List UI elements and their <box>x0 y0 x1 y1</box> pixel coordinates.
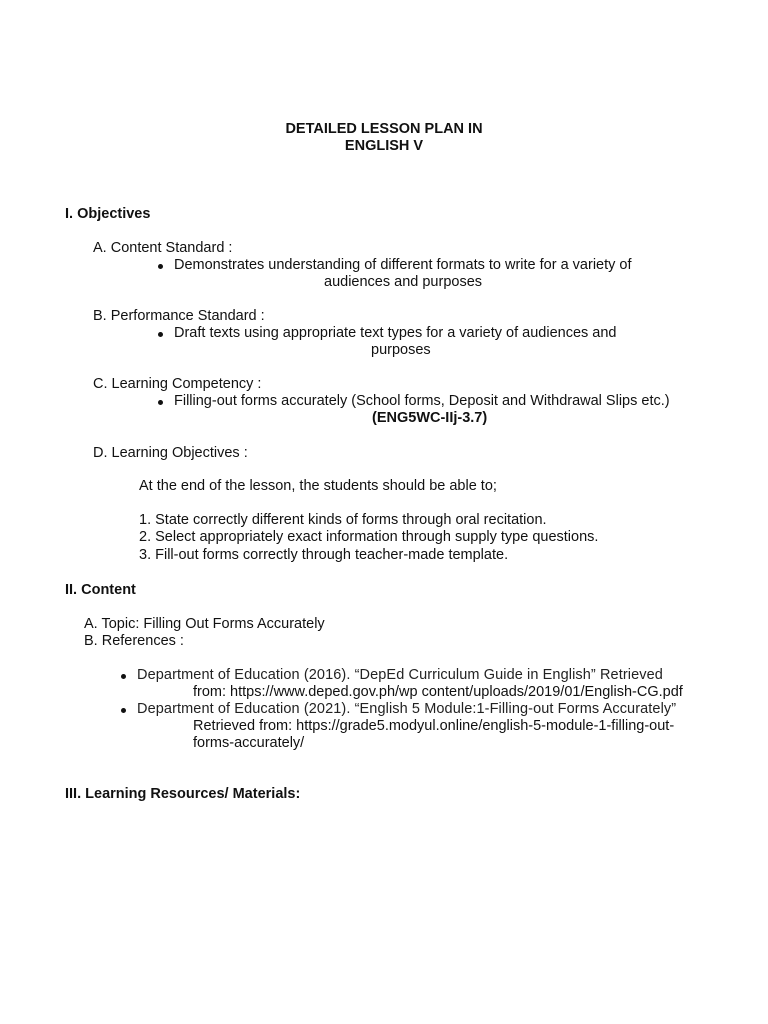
document-title-line1: DETAILED LESSON PLAN IN <box>285 121 483 137</box>
section-heading-learning-resources: III. Learning Resources/ Materials: <box>65 786 301 802</box>
learning-objectives-intro: At the end of the lesson, the students should be able to; <box>139 478 497 494</box>
content-standard-bullet-cont: audiences and purposes <box>324 274 483 290</box>
learning-objectives-label: D. Learning Objectives : <box>93 445 248 461</box>
reference-item-cont: forms-accurately/ <box>193 735 305 751</box>
performance-standard-label: B. Performance Standard : <box>93 308 265 324</box>
content-standard-bullet: Demonstrates understanding of different formats to write for a variety of <box>174 257 632 273</box>
document-title-line2: ENGLISH V <box>344 138 424 154</box>
section-heading-objectives: I. Objectives <box>65 206 151 222</box>
objective-item: 3. Fill-out forms correctly through teacher-made template. <box>139 547 509 563</box>
objective-item: 1. State correctly different kinds of forms through oral recitation. <box>139 512 547 528</box>
reference-item: Department of Education (2021). “English 5 Module:1-Filling-out Forms Accurately” <box>137 701 677 717</box>
content-topic: A. Topic: Filling Out Forms Accurately <box>84 616 325 632</box>
learning-competency-bullet: Filling-out forms accurately (School forms, Deposit and Withdrawal Slips etc.) <box>174 393 670 409</box>
reference-item: Department of Education (2016). “DepEd Curriculum Guide in English” Retrieved <box>137 667 663 683</box>
objective-item: 2. Select appropriately exact information through supply type questions. <box>139 529 599 545</box>
learning-competency-label: C. Learning Competency : <box>93 376 262 392</box>
references-label: B. References : <box>84 633 184 649</box>
content-standard-label: A. Content Standard : <box>93 240 233 256</box>
section-heading-content: II. Content <box>65 582 136 598</box>
performance-standard-bullet-cont: purposes <box>371 342 431 358</box>
learning-competency-code: (ENG5WC-IIj-3.7) <box>372 410 488 426</box>
reference-item-cont: from: https://www.deped.gov.ph/wp content/uploads/2019/01/English-CG.pdf <box>193 684 683 700</box>
reference-item-cont: Retrieved from: https://grade5.modyul.online/english-5-module-1-filling-out- <box>193 718 675 734</box>
performance-standard-bullet: Draft texts using appropriate text types for a variety of audiences and <box>174 325 617 341</box>
